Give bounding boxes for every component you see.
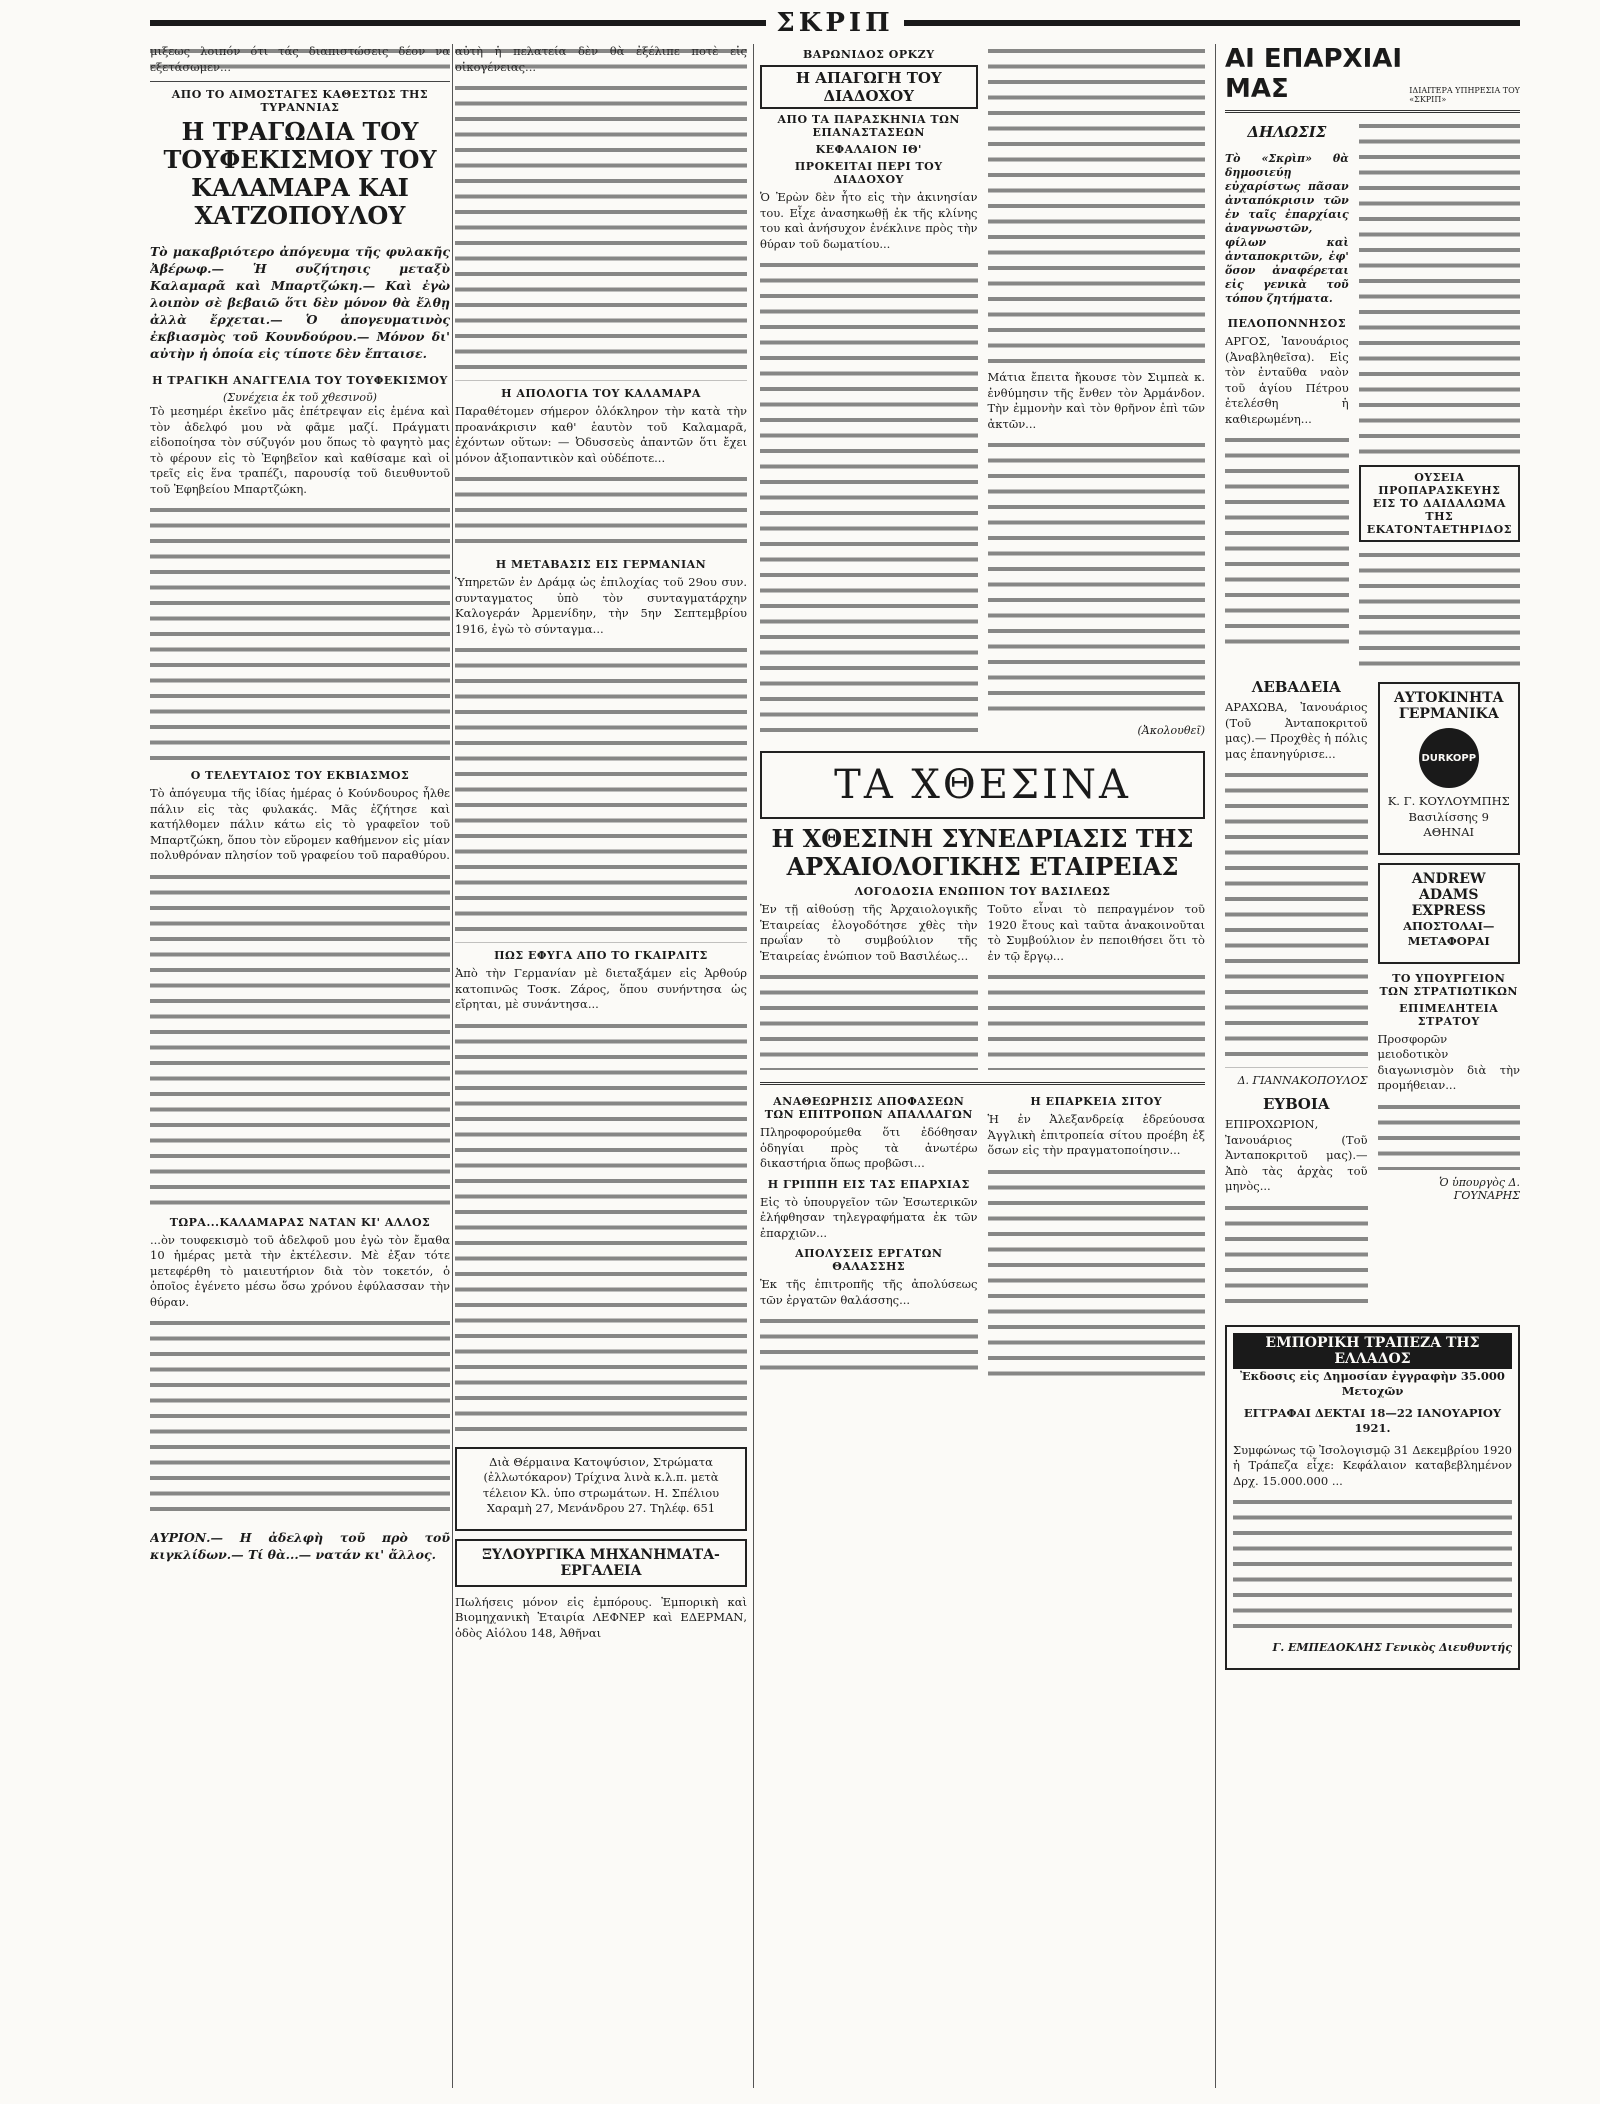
article-text-block <box>455 1019 747 1439</box>
article-text: ΕΠΙΡΟΧΩΡΙΟΝ, Ἰανουάριος (Τοῦ Ἀνταποκριτοῦ μας).— Ἀπὸ τὰς ἀρχὰς τοῦ μηνὸς... <box>1225 1117 1368 1193</box>
masthead-name: ΣΚΡΙΠ <box>776 8 894 38</box>
serial-section <box>760 44 1205 745</box>
article-text: Εἰς τὸ ὑπουργεῖον τῶν Ἐσωτερικῶν ἐλήφθησαν τηλεγραφήματα ἐκ τῶν ἐπαρχιῶν... <box>760 1194 978 1240</box>
article-text-block <box>1359 119 1520 459</box>
serial-subtitle: ΑΠΟ ΤΑ ΠΑΡΑΣΚΗΝΙΑ ΤΩΝ ΕΠΑΝΑΣΤΑΣΕΩΝ <box>777 113 960 139</box>
article-text-block <box>150 503 450 763</box>
subheading: Η ΑΠΟΛΟΓΙΑ ΤΟΥ ΚΑΛΑΜΑΡΑ <box>501 387 701 400</box>
ad-text-block <box>1233 1495 1512 1635</box>
serial-text-block <box>988 44 1206 364</box>
subheading: ΔΗΛΩΣΙΣ <box>1247 123 1327 141</box>
column-divider <box>452 44 453 2088</box>
divider <box>150 81 450 82</box>
masthead-rule-right <box>904 20 1520 26</box>
ad-dates: ΕΓΓΡΑΦΑΙ ΔΕΚΤΑΙ 18—22 ΙΑΝΟΥΑΡΙΟΥ 1921. <box>1243 1405 1502 1435</box>
signature: Ὁ ὑπουργὸς Δ. ΓΟΥΝΑΡΗΣ <box>1439 1175 1520 1202</box>
section-header <box>1225 44 1520 104</box>
headline: Η ΤΡΑΓΩΔΙΑ ΤΟΥ ΤΟΥΦΕΚΙΣΜΟΥ ΤΟΥ ΚΑΛΑΜΑΡΑ ΚΑΙ ΧΑΤΖΟΠΟΥΛΟΥ <box>163 117 437 230</box>
subheading: Η ΓΡΙΠΠΗ ΕΙΣ ΤΑΣ ΕΠΑΡΧΙΑΣ <box>767 1177 970 1191</box>
article-text: Παραθέτομεν σήμερον ὁλόκληρον τὴν κατὰ τὴν προανάκρισιν καθ' ἑαυτὸν τοῦ Καλαμαρᾶ, ἐχόντων οὕτων: — Ὀδυσσεὺς ἀπαντῶν ὅτι ἔχει μόνον ἀξιοπαντικὸν καὶ οὐδέποτε... <box>455 404 747 465</box>
article-text-block <box>150 1316 450 1516</box>
article-text: ΑΡΓΟΣ, Ἰανουάριος (Ἀναβληθεῖσα). Εἰς τὸν ἐνταῦθα ναὸν τοῦ ἁγίου Πέτρου ἐτελέσθη ἡ καθιερωμένη... <box>1225 334 1349 426</box>
serial-text-block <box>760 258 978 738</box>
advertisement <box>1378 863 1521 964</box>
article-text-block <box>1225 433 1349 653</box>
article-text-block <box>455 472 747 552</box>
column-divider <box>753 44 754 2088</box>
chapter-number: ΚΕΦΑΛΑΙΟΝ ΙΘ' <box>815 143 922 156</box>
region-heading: ΠΕΛΟΠΟΝΝΗΣΟΣ <box>1227 317 1347 330</box>
provinces-bottom-left <box>1225 674 1368 1317</box>
section-banner: ΤΑ ΧΘΕΣΙΝΑ <box>834 762 1131 808</box>
provinces-top <box>1225 119 1520 674</box>
to-be-continued: (Ἀκολουθεῖ) <box>1137 724 1205 737</box>
subheading: Η ΕΠΑΡΚΕΙΑ ΣΙΤΟΥ <box>1030 1095 1163 1108</box>
masthead <box>150 8 1520 38</box>
subheading: Ο ΤΕΛΕΥΤΑΙΟΣ ΤΟΥ ΕΚΒΙΑΣΜΟΣ <box>190 769 410 782</box>
subheading: ΑΠΟΛΥΣΕΙΣ ΕΡΓΑΤΩΝ ΘΑΛΑΣΣΗΣ <box>795 1247 943 1273</box>
section-title: ΑΙ ΕΠΑΡΧΙΑΙ ΜΑΣ <box>1225 44 1403 104</box>
divider <box>1225 110 1520 113</box>
article-text-block <box>455 643 747 943</box>
serial-text: Ὁ Ἐρὼν δὲν ἦτο εἰς τὴν ἀκινησίαν του. Εἶχε ἀνασηκωθῇ ἐκ τῆς κλίνης του καὶ ἀνήσυχον ἐνέκλινε πρὸς τὴν θύραν τοῦ δωματίου... <box>760 190 978 251</box>
article-text-block <box>1359 548 1520 668</box>
briefs-right <box>988 1091 1206 1391</box>
signature: Γ. ΕΜΠΕΔΟΚΛΗΣ Γενικὸς Διευθυντής <box>1272 1641 1512 1654</box>
article-text: Προσφορῶν μειοδοτικὸν διαγωνισμὸν διὰ τὴν προμήθειαν... <box>1377 1031 1520 1092</box>
banner-box <box>760 751 1205 819</box>
dilosis-block <box>1225 119 1349 674</box>
newspaper-page <box>150 8 1520 2088</box>
subheading: ΠΩΣ ΕΦΥΓΑ ΑΠΟ ΤΟ ΓΚΑΙΡΛΙΤΣ <box>494 949 708 962</box>
serial-title: Η ΑΠΑΓΩΓΗ ΤΟΥ ΔΙΑΔΟΧΟΥ <box>760 65 978 109</box>
article-text: Ὑπηρετῶν ἐν Δράμᾳ ὡς ἐπιλοχίας τοῦ 29ου συν. συνταγματος ὑπὸ τὸν συνταγματάρχην Καλογεράν Ἀρμενίδην, τὴν 5ην Σεπτεμβρίου 1916, ἐγὼ τὸ σύνταγμα... <box>455 575 747 636</box>
ad-title: ANDREW ADAMS EXPRESS <box>1411 870 1486 919</box>
article-text-block <box>1225 1201 1368 1311</box>
article-text: μιξεως λοιπόν ότι τάς διαπιστώσεις δέον να εξετάσωμεν... <box>150 44 450 74</box>
divider <box>760 1082 1205 1085</box>
section-note: ΙΔΙΑΙΤΕΡΑ ΥΠΗΡΕΣΙΑ ΤΟΥ «ΣΚΡΙΠ» <box>1409 86 1520 104</box>
article-text-block <box>988 1165 1206 1385</box>
news-briefs <box>760 1091 1205 1391</box>
provinces-right <box>1359 119 1520 674</box>
article-text: Ἡ ἐν Ἀλεξανδρείᾳ ἑδρεύουσα Ἀγγλικὴ ἐπιτροπεία σίτου προέβη ἐξ ὅσων εἰς τὴν πραγματοποίησιν... <box>987 1112 1205 1157</box>
notice-box: ΟΥΣΕΙΑ ΠΡΟΠΑΡΑΣΚΕΥΗΣ ΕΙΣ ΤΟ ΔΑΙΔΑΛΩΜΑ ΤΗΣ ΕΚΑΤΟΝΤΑΕΤΗΡΙΔΟΣ <box>1359 465 1520 542</box>
region-heading: ΛΕΒΑΔΕΙΑ <box>1251 678 1341 696</box>
ads-right <box>1378 674 1521 1317</box>
subheading: ΤΩΡΑ...ΚΑΛΑΜΑΡΑΣ ΝΑΤΑΝ ΚΙ' ΑΛΛΟΣ <box>169 1215 431 1229</box>
subheading: Η ΤΡΑΓΙΚΗ ΑΝΑΓΓΕΛΙΑ ΤΟΥ ΤΟΥΦΕΚΙΣΜΟΥ <box>152 374 448 387</box>
article-text: αὐτὴ ἡ πελατεία δὲν θὰ ἐξέλιπε ποτὲ εἰς οἰκογένειας... <box>455 44 747 74</box>
headline: Η ΧΘΕΣΙΝΗ ΣΥΝΕΔΡΙΑΣΙΣ ΤΗΣ ΑΡΧΑΙΟΛΟΓΙΚΗΣ ΕΤΑΙΡΕΙΑΣ <box>771 824 1194 881</box>
durkopp-logo-icon: DURKOPP <box>1419 728 1479 788</box>
article-text: Πληροφορούμεθα ὅτι ἐδόθησαν ὁδηγίαι πρὸς τὰ ἀνωτέρω δικαστήρια ὅπως προβῶσι... <box>760 1125 978 1170</box>
masthead-rule-left <box>150 20 766 26</box>
article-text: ...ὸν τουφεκισμὸ τοῦ ἀδελφοῦ μου ἐγὼ τὸν ἔμαθα 10 ἡμέρας μετὰ τὴν ἐκτέλεσιν. Μὲ ἐξαν τότε μετεφέρθη τὸ μαιευτήριον διὰ τὸν τοκετόν, ὁ ὁποῖος ἐγένετο μέσω ὅσω χρόνου ἐφύλασσαν τὴν θύραν. <box>150 1232 450 1309</box>
article-text: Ἐκ τῆς ἐπιτροπῆς τῆς ἀπολύσεως τῶν ἐργατῶν θαλάσσης... <box>760 1277 978 1307</box>
article-text-block <box>1225 768 1368 1068</box>
chapter-title: ΠΡΟΚΕΙΤΑΙ ΠΕΡΙ ΤΟΥ ΔΙΑΔΟΧΟΥ <box>794 160 943 186</box>
article-text-block <box>455 81 747 381</box>
advertisement <box>455 1539 747 1587</box>
archaeology-article <box>760 902 1205 1076</box>
article-text: Τοῦτο εἶναι τὸ πεπραγμένον τοῦ 1920 ἔτους καὶ ταῦτα ἀνακοινοῦται τὸ Συμβούλιον ἐν πεποιθήσει ὅτι τὸ ἐν τῷ ἔργῳ... <box>987 902 1205 963</box>
ad-text: Συμφώνως τῷ Ἰσολογισμῷ 31 Δεκεμβρίου 1920 ἡ Τράπεζα εἶχε: Κεφάλαιον καταβεβλημένον Δρχ. 15.000.000 ... <box>1233 1442 1512 1488</box>
serial-author: ΒΑΡΩΝΙΔΟΣ ΟΡΚΖΥ <box>802 48 935 61</box>
ad-title: ΞΥΛΟΥΡΓΙΚΑ ΜΗΧΑΝΗΜΑΤΑ-ΕΡΓΑΛΕΙΑ <box>482 1546 720 1579</box>
serial-text: Μάτια ἔπειτα ἤκουσε τὸν Σιμπεὰ κ. ἐνθύμησιν τῆς ἔνθεν τὸν Ἀρμάνδον. Τὴν ἐμμονὴν καὶ τὸν θρῆνον ἐπὶ τῶν ἀκτῶν... <box>987 370 1205 431</box>
subheading: ΛΟΓΟΔΟΣΙΑ ΕΝΩΠΙΟΝ ΤΟΥ ΒΑΣΙΛΕΩΣ <box>854 885 1111 898</box>
subheading: ΤΟ ΥΠΟΥΡΓΕΙΟΝ ΤΩΝ ΣΤΡΑΤΙΩΤΙΚΩΝ <box>1379 971 1518 998</box>
column-1 <box>150 44 450 2088</box>
notice-text: Τὸ «Σκρὶπ» θὰ δημοσιεύῃ εὐχαρίστως πᾶσαν ἀνταπόκρισιν τῶν ἐν ταῖς ἐπαρχίαις ἀναγνωστῶν, φίλων καὶ ἀνταποκριτῶν, ἐφ' ὅσον ἀναφέρεται εἰς γενικὰ τοῦ τόπου ζητήματα. <box>1225 152 1349 305</box>
column-2 <box>455 44 747 2088</box>
ad-title: ΑΥΤΟΚΙΝΗΤΑ ΓΕΡΜΑΝΙΚΑ <box>1394 690 1504 722</box>
subheading: ΕΠΙΜΕΛΗΤΕΙΑ ΣΤΡΑΤΟΥ <box>1399 1001 1499 1028</box>
advertisement <box>1378 682 1521 855</box>
article-text-block <box>988 970 1206 1070</box>
article-text-block <box>1378 1100 1521 1170</box>
article-text-block <box>760 970 978 1070</box>
subheading: Η ΜΕΤΑΒΑΣΙΣ ΕΙΣ ΓΕΡΜΑΝΙΑΝ <box>495 558 707 571</box>
article-left <box>760 902 978 1076</box>
ad-text: Κ. Γ. ΚΟΥΛΟΥΜΠΗΣ Βασιλίσσης 9 ΑΘΗΝΑΙ <box>1387 794 1510 839</box>
article-text: Τὸ μεσημέρι ἐκεῖνο μᾶς ἐπέτρεψαν εἰς ἐμένα καὶ τὸν ἀδελφό μου νὰ φᾶμε μαζί. Πράγματι εἰδοποίησα τὸν σύζυγόν μου ὅπως τὸ φαγητὸ μας τὸ φέρουν εἰς τὸ Ἐφηβεῖον καὶ καθίσαμε καὶ οἱ τρεῖς εἰς ἕνα τραπέζι, παρουσίᾳ τοῦ διευθυντοῦ τοῦ Ἐφηβείου Μπαρτζώκη. <box>150 404 450 496</box>
column-4 <box>1225 44 1520 2088</box>
column-3 <box>760 44 1205 2088</box>
ad-text: Πωλήσεις μόνον εἰς ἐμπόρους. Ἐμπορικὴ καὶ Βιομηχανικὴ Ἑταιρία ΛΕΦΝΕΡ καὶ ΕΔΕΡΜΑΝ, ὁδὸς Αἰόλου 148, Ἀθῆναι <box>455 1594 747 1640</box>
serial-text-block <box>988 438 1206 718</box>
article-text: Τὸ ἀπόγευμα τῆς ἰδίας ἡμέρας ὁ Κούνδουρος ἦλθε πάλιν εἰς τὰς φυλακάς. Μᾶς ἐζήτησε καὶ κατήλθομεν πάλιν κάτω εἰς τὸ γραφεῖον τοῦ Μπαρτζώκη, ὅπου τὸν εὕρομεν καθήμενον εἰς μίαν πολυθρόναν πλησίον τοῦ γραφείου τοῦ παραθύρου. <box>150 786 450 862</box>
ad-subtitle: Ἐκδοσις εἰς Δημοσίαν ἐγγραφὴν 35.000 Μετοχῶν <box>1240 1368 1505 1398</box>
article-text-block <box>150 870 450 1210</box>
article-text: Ἐν τῇ αἰθούσῃ τῆς Ἀρχαιολογικῆς Ἑταιρείας ἐλογοδότησε χθὲς τὴν πρωΐαν τὸ συμβούλιον τῆς Ἑταιρείας ἐνώπιον τοῦ Βασιλέως... <box>760 902 978 963</box>
advertisement <box>455 1447 747 1531</box>
bank-advertisement <box>1225 1325 1520 1671</box>
signature: Δ. ΓΙΑΝΝΑΚΟΠΟΥΛΟΣ <box>1237 1074 1368 1087</box>
ad-title: ΕΜΠΟΡΙΚΗ ΤΡΑΠΕΖΑ ΤΗΣ ΕΛΛΑΔΟΣ <box>1233 1333 1512 1369</box>
article-text-block <box>760 1314 978 1374</box>
provinces-bottom <box>1225 674 1520 1317</box>
region-heading: ΕΥΒΟΙΑ <box>1262 1095 1330 1113</box>
article-text: ΑΡΑΧΩΒΑ, Ἰανουάριος (Τοῦ Ἀνταποκριτοῦ μας).— Προχθὲς ἡ πόλις μας ἐπανηγύρισε... <box>1225 700 1368 761</box>
article-right <box>988 902 1206 1076</box>
teaser-footer: ΑΥΡΙΟΝ.— Η ἀδελφὴ τοῦ πρὸ τοῦ κιγκλίδων.— Τί θὰ...— νατάν κι' ἄλλος. <box>150 1529 450 1562</box>
kicker: ΑΠΟ ΤΟ ΑΙΜΟΣΤΑΓΕΣ ΚΑΘΕΣΤΩΣ ΤΗΣ ΤΥΡΑΝΝΙΑΣ <box>171 88 429 114</box>
continuation-note: (Συνέχεια ἐκ τοῦ χθεσινοῦ) <box>223 391 377 404</box>
serial-right <box>988 44 1206 745</box>
subheading: ΑΝΑΘΕΩΡΗΣΙΣ ΑΠΟΦΑΣΕΩΝ ΤΩΝ ΕΠΙΤΡΟΠΩΝ ΑΠΑΛΛΑΓΩΝ <box>764 1095 973 1121</box>
ad-text: Διὰ Θέρμαινα Κατοψύσιον, Στρώματα (ἐλλωτόκαρον) Τρίχινα λινὰ κ.λ.π. μετὰ τέλειον Κλ. ὑπο στρωμάτων. Η. Σπέλιου Χαραμὴ 27, Μενάνδρου 27. Τηλέφ. 651 <box>482 1454 720 1515</box>
article-text: Ἀπὸ τὴν Γερμανίαν μὲ διεταξάμεν εἰς Ἀρθούρ κατοπινῶς Τοσκ. Ζάρος, ὅπου συνήντησα ὡς εἴρηται, μὲ συνάντησα... <box>455 966 747 1011</box>
column-divider <box>1215 44 1216 2088</box>
ad-subtitle: ΑΠΟΣΤΟΛΑΙ—ΜΕΤΑΦΟΡΑΙ <box>1403 918 1495 948</box>
serial-left <box>760 44 978 745</box>
lead-paragraph: Τὸ μακαβριότερο ἀπόγευμα τῆς φυλακῆς Ἀβέρωφ.— Ἡ συζήτησις μεταξὺ Καλαμαρᾶ καὶ Μπαρτζώκη.— Καὶ ἐγὼ λοιπὸν σὲ βεβαιῶ ὅτι δὲν μόνον θὰ ἔλθῃ ἀλλὰ ἔρχεται.— Ὁ ἀπογευματινὸς ἐκβιασμὸς τοῦ Κουνδούρου.— Μόνον δι' αὐτὴν ἡ ὁποία εἰς τίποτε δὲν ἔπταισε. <box>150 243 450 361</box>
briefs-left <box>760 1091 978 1391</box>
